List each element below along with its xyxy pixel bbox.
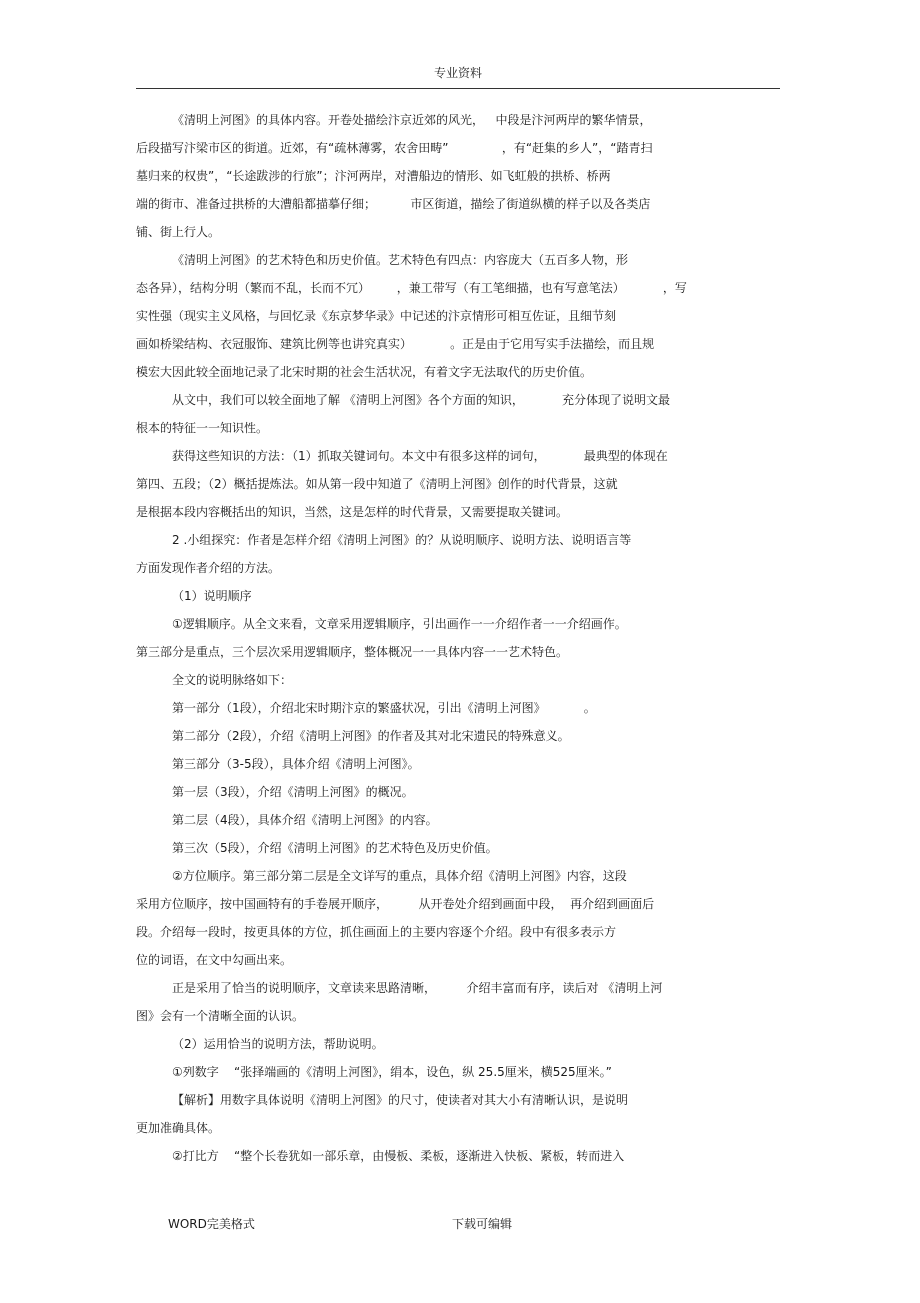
text-line: 采用方位顺序，按中国画特有的手卷展开顺序， 从开卷处介绍到画面中段， 再介绍到画面后 bbox=[136, 897, 655, 911]
text-line: 端的街市、准备过拱桥的大漕船都描摹仔细； 市区街道，描绘了街道纵横的样子以及各类店 bbox=[136, 197, 651, 211]
text-line: 实性强（现实主义风格，与回忆录《东京梦华录》中记述的汴京情形可相互佐证，且细节刻 bbox=[136, 309, 617, 323]
text-line: 是根据本段内容概括出的知识，当然，这是怎样的时代背景，又需要提取关键词。 bbox=[136, 505, 569, 519]
text-line: 【解析】用数字具体说明《清明上河图》的尺寸，使读者对其大小有清晰认识，是说明 bbox=[172, 1093, 629, 1107]
footer-left: WORD完美格式 bbox=[168, 1217, 255, 1231]
footer-right: 下载可编辑 bbox=[452, 1217, 513, 1231]
text-line: ①逻辑顺序。从全文来看，文章采用逻辑顺序，引出画作一一介绍作者一一介绍画作。 bbox=[172, 617, 627, 631]
text-line: 段。介绍每一段时，按更具体的方位，抓住画面上的主要内容逐个介绍。段中有很多表示方 bbox=[136, 925, 617, 939]
text-line: 画如桥梁结构、衣冠服饰、建筑比例等也讲究真实） 。正是由于它用写实手法描绘，而且规 bbox=[136, 337, 655, 351]
text-line: 方面发现作者介绍的方法。 bbox=[136, 561, 281, 575]
text-line: 第一部分（1段），介绍北宋时期汴京的繁盛状况，引出《清明上河图》 。 bbox=[172, 701, 596, 715]
text-line: 后段描写汴梁市区的街道。近郊，有“疏林薄雾，农舍田畴” ，有“赶集的乡人”，“踏青扫 bbox=[136, 141, 653, 155]
text-line: 态各异），结构分明（繁而不乱，长而不冗） ，兼工带写（有工笔细描，也有写意笔法） ，写 bbox=[136, 281, 687, 295]
text-line: 《清明上河图》的艺术特色和历史价值。艺术特色有四点：内容庞大（五百多人物，形 bbox=[172, 253, 629, 267]
text-line: 第三部分是重点，三个层次采用逻辑顺序，整体概况一一具体内容一一艺术特色。 bbox=[136, 645, 569, 659]
text-line: 铺、街上行人。 bbox=[136, 225, 221, 239]
text-line: 第二层（4段），具体介绍《清明上河图》的内容。 bbox=[172, 813, 438, 827]
text-line: ②打比方 “整个长卷犹如一部乐章，由慢板、柔板，逐渐进入快板、紧板，转而进入 bbox=[172, 1149, 625, 1163]
text-line: 从文中，我们可以较全面地了解 《清明上河图》各个方面的知识， 充分体现了说明文最 bbox=[172, 393, 670, 407]
page-header bbox=[136, 66, 780, 89]
text-line: 根本的特征一一知识性。 bbox=[136, 421, 269, 435]
text-line: 第三部分（3-5段），具体介绍《清明上河图》。 bbox=[172, 757, 420, 771]
text-line: 更加准确具体。 bbox=[136, 1121, 221, 1135]
text-line: （2）运用恰当的说明方法，帮助说明。 bbox=[172, 1037, 384, 1051]
text-line: ②方位顺序。第三部分第二层是全文详写的重点，具体介绍《清明上河图》内容，这段 bbox=[172, 869, 627, 883]
text-line: 模宏大因此较全面地记录了北宋时期的社会生活状况，有着文字无法取代的历史价值。 bbox=[136, 365, 593, 379]
text-line: 2 .小组探究：作者是怎样介绍《清明上河图》的？从说明顺序、说明方法、说明语言等 bbox=[172, 533, 632, 547]
text-line: 图》会有一个清晰全面的认识。 bbox=[136, 1009, 305, 1023]
text-line: 全文的说明脉络如下： bbox=[172, 673, 293, 687]
text-line: 正是采用了恰当的说明顺序，文章读来思路清晰， 介绍丰富而有序，读后对 《清明上河 bbox=[172, 981, 663, 995]
text-line: ①列数字 “张择端画的《清明上河图》，绢本，设色，纵 25.5厘米，横525厘米。” bbox=[172, 1065, 612, 1079]
text-line: 获得这些知识的方法：（1）抓取关键词句。本文中有很多这样的词句， 最典型的体现在 bbox=[172, 449, 668, 463]
text-line: （1）说明顺序 bbox=[172, 589, 252, 603]
text-line: 第二部分（2段），介绍《清明上河图》的作者及其对北宋遗民的特殊意义。 bbox=[172, 729, 570, 743]
text-line: 第三次（5段），介绍《清明上河图》的艺术特色及历史价值。 bbox=[172, 841, 498, 855]
text-line: 第四、五段；（2）概括提炼法。如从第一段中知道了《清明上河图》创作的时代背景，这就 bbox=[136, 477, 618, 491]
text-line: 第一层（3段），介绍《清明上河图》的概况。 bbox=[172, 785, 414, 799]
header-title: 专业资料 bbox=[433, 66, 482, 80]
text-line: 《清明上河图》的具体内容。开卷处描绘汴京近郊的风光， 中段是汴河两岸的繁华情景， bbox=[172, 113, 652, 127]
text-line: 位的词语，在文中勾画出来。 bbox=[136, 953, 293, 967]
text-line: 墓归来的权贵”，“长途跋涉的行旅”；汴河两岸，对漕船边的情形、如飞虹般的拱桥、桥两 bbox=[136, 169, 611, 183]
